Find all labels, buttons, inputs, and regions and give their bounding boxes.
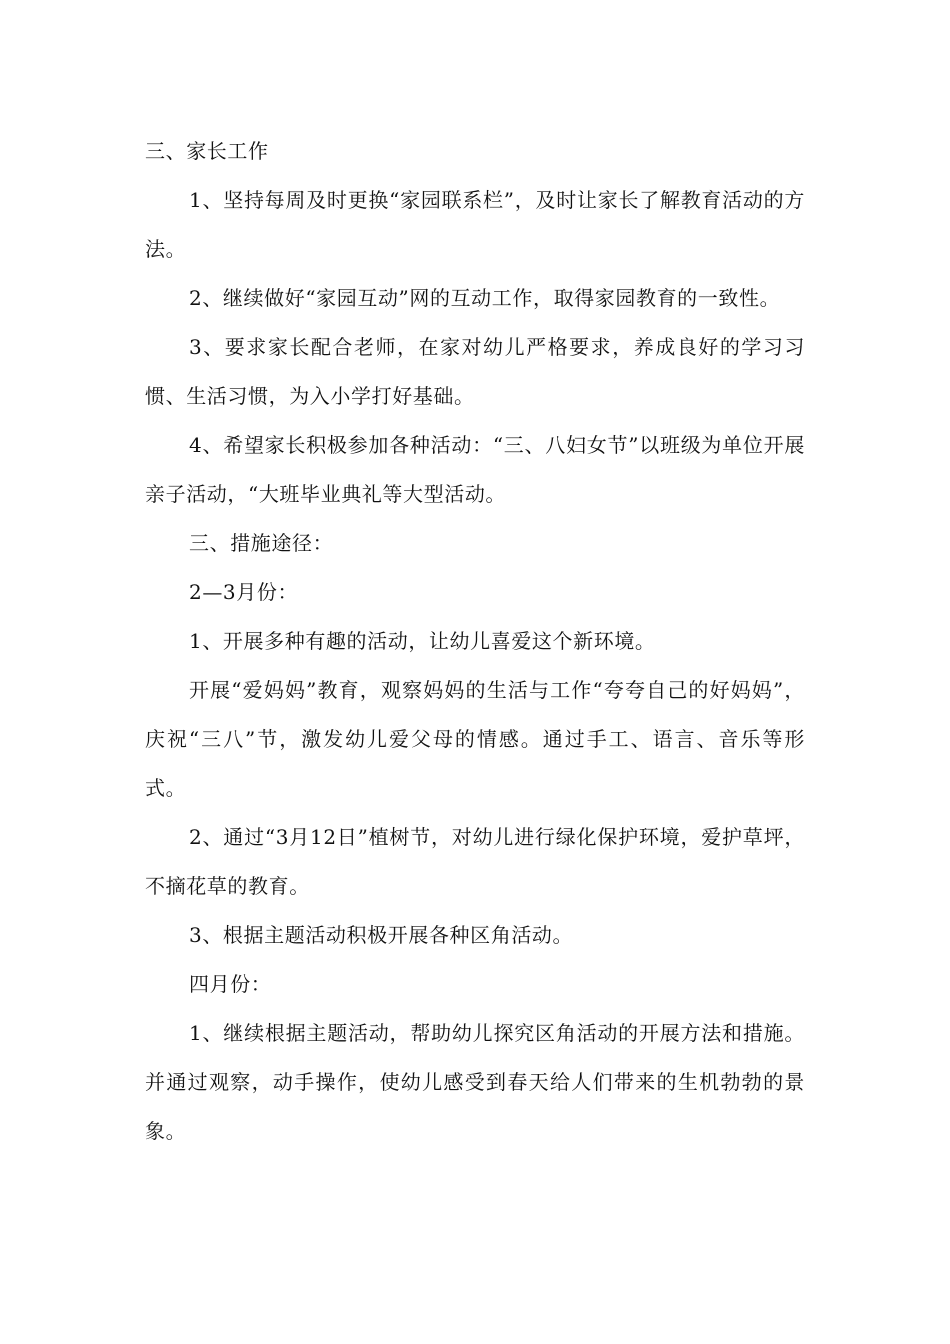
document-body (145, 127, 805, 1156)
month-heading-april: 四月份： (189, 972, 272, 996)
paragraph-feb-item-3: 3、根据主题活动积极开展各种区角活动。 (189, 923, 574, 947)
paragraph-item-3: 3、要求家长配合老师，在家对幼儿严格要求，养成良好的学习习惯、生活习惯，为入小学打好基础。 (145, 335, 805, 408)
paragraph-april-item-1: 1、继续根据主题活动，帮助幼儿探究区角活动的开展方法和措施。并通过观察，动手操作，使幼儿感受到春天给人们带来的生机勃勃的景象。 (145, 1021, 805, 1143)
paragraph-feb-item-2: 2、通过“3月12日”植树节，对幼儿进行绿化保护环境，爱护草坪，不摘花草的教育。 (145, 825, 805, 898)
paragraph-item-2: 2、继续做好“家园互动”网的互动工作，取得家园教育的一致性。 (189, 286, 781, 310)
paragraph-feb-item-1: 1、开展多种有趣的活动，让幼儿喜爱这个新环境。 (189, 629, 656, 653)
paragraph-item-4: 4、希望家长积极参加各种活动：“三、八妇女节”以班级为单位开展亲子活动，“大班毕业典礼等大型活动。 (145, 433, 805, 506)
month-heading-feb-mar: 2—3月份： (189, 580, 299, 604)
section-heading-measures: 三、措施途径： (189, 531, 334, 555)
paragraph-item-1: 1、坚持每周及时更换“家园联系栏”，及时让家长了解教育活动的方法。 (145, 188, 805, 261)
section-heading-parent-work: 三、家长工作 (145, 139, 269, 163)
paragraph-love-mother: 开展“爱妈妈”教育，观察妈妈的生活与工作“夸夸自己的好妈妈”，庆祝“三八”节，激发幼儿爱父母的情感。通过手工、语言、音乐等形式。 (145, 678, 805, 800)
